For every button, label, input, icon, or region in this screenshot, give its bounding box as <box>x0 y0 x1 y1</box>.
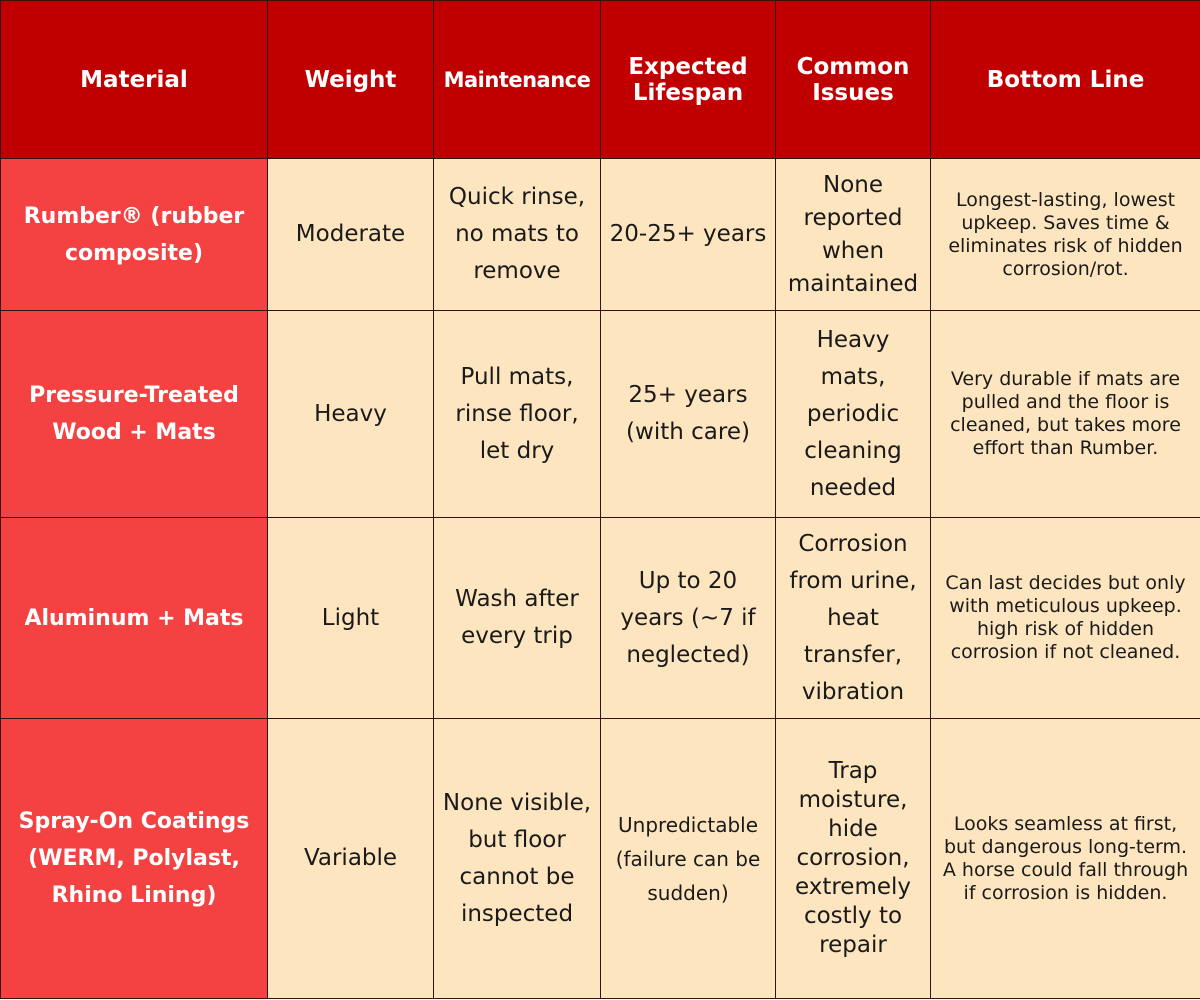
issues-cell: Heavy mats, periodic cleaning needed <box>776 311 931 518</box>
material-cell: Rumber® (rubber composite) <box>1 159 268 311</box>
material-cell: Aluminum + Mats <box>1 518 268 719</box>
table-row <box>1 518 1200 719</box>
material-cell: Pressure-Treated Wood + Mats <box>1 311 268 518</box>
table-row <box>1 719 1200 999</box>
lifespan-cell: Up to 20 years (~7 if neglected) <box>601 518 776 719</box>
bottom-line-cell: Looks seamless at first, but dangerous long-term. A horse could fall through if corrosion is hidden. <box>931 719 1200 999</box>
maintenance-cell: Quick rinse, no mats to remove <box>434 159 601 311</box>
header-row <box>1 1 1200 159</box>
bottom-line-cell: Very durable if mats are pulled and the floor is cleaned, but takes more effort than Rumber. <box>931 311 1200 518</box>
maintenance-cell: Wash after every trip <box>434 518 601 719</box>
issues-cell: None reported when maintained <box>776 159 931 311</box>
header-common-issues: Common Issues <box>776 1 931 159</box>
lifespan-cell: 25+ years (with care) <box>601 311 776 518</box>
maintenance-cell: Pull mats, rinse floor, let dry <box>434 311 601 518</box>
bottom-line-cell: Longest-lasting, lowest upkeep. Saves time & eliminates risk of hidden corrosion/rot. <box>931 159 1200 311</box>
issues-cell: Corrosion from urine, heat transfer, vibration <box>776 518 931 719</box>
header-maintenance: Maintenance <box>434 1 601 159</box>
maintenance-cell: None visible, but floor cannot be inspected <box>434 719 601 999</box>
lifespan-cell: 20-25+ years <box>601 159 776 311</box>
header-material: Material <box>1 1 268 159</box>
header-weight: Weight <box>268 1 434 159</box>
bottom-line-cell: Can last decides but only with meticulous upkeep. high risk of hidden corrosion if not cleaned. <box>931 518 1200 719</box>
weight-cell: Moderate <box>268 159 434 311</box>
material-cell: Spray-On Coatings (WERM, Polylast, Rhino Lining) <box>1 719 268 999</box>
table-row <box>1 311 1200 518</box>
header-expected-lifespan: Expected Lifespan <box>601 1 776 159</box>
header-bottom-line: Bottom Line <box>931 1 1200 159</box>
lifespan-cell: Unpredictable (failure can be sudden) <box>601 719 776 999</box>
weight-cell: Variable <box>268 719 434 999</box>
weight-cell: Light <box>268 518 434 719</box>
weight-cell: Heavy <box>268 311 434 518</box>
issues-cell: Trap moisture, hide corrosion, extremely costly to repair <box>776 719 931 999</box>
table-row <box>1 159 1200 311</box>
